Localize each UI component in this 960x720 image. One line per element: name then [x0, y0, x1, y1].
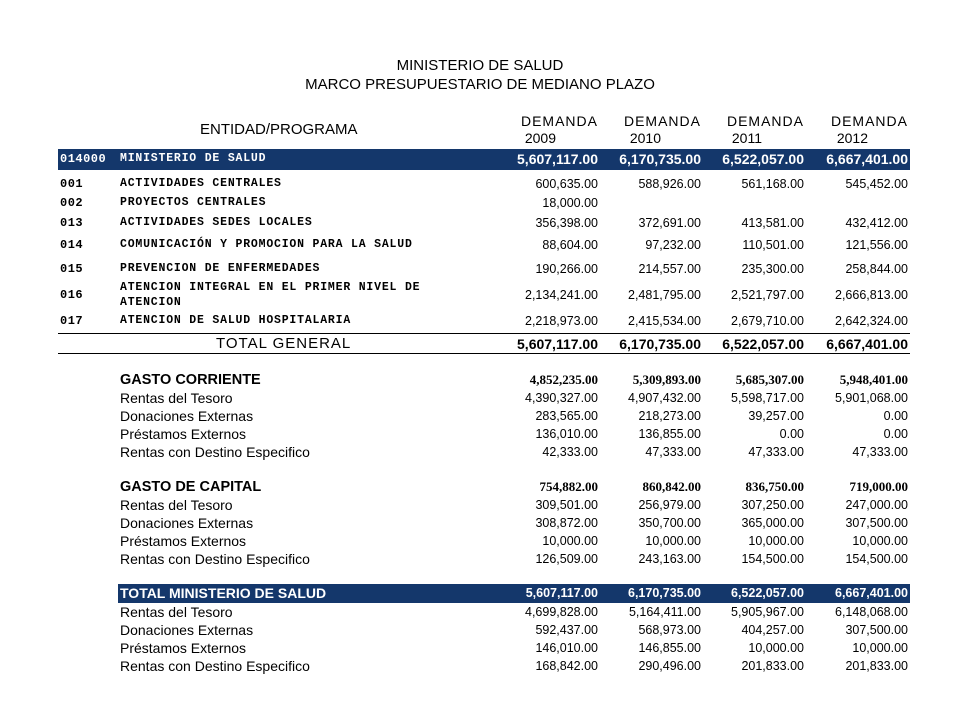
item-value: 4,907,432.00 — [628, 391, 701, 405]
item-label: Rentas del Tesoro — [120, 390, 233, 406]
program-value: 2,679,710.00 — [731, 314, 804, 328]
gk-item-row — [118, 514, 910, 532]
program-row-017 — [58, 311, 910, 331]
program-value: 18,000.00 — [542, 196, 598, 210]
item-value: 592,437.00 — [535, 623, 598, 637]
item-value: 218,273.00 — [638, 409, 701, 423]
item-value: 307,500.00 — [845, 623, 908, 637]
item-value: 146,855.00 — [638, 641, 701, 655]
program-value: 258,844.00 — [845, 262, 908, 276]
program-name: COMUNICACIÓN Y PROMOCION PARA LA SALUD — [120, 238, 413, 251]
program-value: 2,218,973.00 — [525, 314, 598, 328]
gk-item-row — [118, 550, 910, 568]
column-header-year: 2011 — [731, 130, 762, 146]
ministry-code: 014000 — [60, 152, 107, 166]
column-header-2010 — [601, 113, 701, 147]
column-header-label: DEMANDA — [623, 113, 701, 129]
item-value: 201,833.00 — [845, 659, 908, 673]
column-header-2012 — [808, 113, 908, 147]
item-label: Rentas del Tesoro — [120, 497, 233, 513]
section-label: TOTAL MINISTERIO DE SALUD — [120, 585, 327, 601]
gc-item-row — [118, 425, 910, 443]
column-header-year: 2009 — [524, 130, 556, 146]
item-value: 290,496.00 — [638, 659, 701, 673]
program-value: 2,134,241.00 — [525, 288, 598, 302]
program-name: PROYECTOS CENTRALES — [120, 196, 267, 209]
ministry-name: MINISTERIO DE SALUD — [120, 152, 267, 165]
program-value: 413,581.00 — [741, 216, 804, 230]
item-value: 42,333.00 — [542, 445, 598, 459]
section-value: 5,685,307.00 — [735, 372, 804, 387]
program-value: 2,521,797.00 — [731, 288, 804, 302]
program-value: 190,266.00 — [535, 262, 598, 276]
item-label: Préstamos Externos — [120, 426, 247, 442]
tm-item-row — [118, 603, 910, 621]
program-row-013 — [58, 213, 910, 233]
tm-item-row — [118, 639, 910, 657]
item-value: 4,699,828.00 — [525, 605, 598, 619]
gc-item-row — [118, 389, 910, 407]
section-value: 6,170,735.00 — [628, 586, 701, 600]
report-title: MINISTERIO DE SALUD — [396, 57, 564, 74]
item-label: Donaciones Externas — [120, 622, 254, 638]
item-label: Donaciones Externas — [120, 515, 254, 531]
program-value: 2,415,534.00 — [628, 314, 701, 328]
section-value: 5,948,401.00 — [839, 372, 908, 387]
gc-item-row — [118, 407, 910, 425]
gk-item-row — [118, 496, 910, 514]
ministry-value-2012: 6,667,401.00 — [826, 151, 908, 167]
item-value: 5,901,068.00 — [835, 391, 908, 405]
tm-item-row — [118, 657, 910, 675]
program-value: 561,168.00 — [741, 177, 804, 191]
section-value: 6,667,401.00 — [835, 586, 908, 600]
program-value: 600,635.00 — [535, 177, 598, 191]
item-value: 0.00 — [883, 409, 908, 423]
column-header-label: DEMANDA — [830, 113, 908, 129]
program-row-001 — [58, 174, 910, 194]
item-label: Rentas del Tesoro — [120, 604, 233, 620]
item-value: 283,565.00 — [535, 409, 598, 423]
program-value: 97,232.00 — [645, 238, 701, 252]
item-label: Rentas con Destino Especifico — [120, 551, 310, 567]
item-value: 39,257.00 — [748, 409, 804, 423]
program-name-line1: ATENCION INTEGRAL EN EL PRIMER NIVEL DE — [120, 281, 421, 294]
total-general-label: TOTAL GENERAL — [216, 335, 352, 352]
program-row-014 — [58, 235, 910, 255]
item-value: 10,000.00 — [645, 534, 701, 548]
item-value: 5,905,967.00 — [731, 605, 804, 619]
section-value: 719,000.00 — [849, 479, 908, 494]
item-value: 307,250.00 — [741, 498, 804, 512]
section-value: 6,522,057.00 — [731, 586, 804, 600]
ministry-value-2010: 6,170,735.00 — [619, 151, 701, 167]
item-value: 136,855.00 — [638, 427, 701, 441]
item-value: 10,000.00 — [748, 641, 804, 655]
program-row-002 — [58, 193, 910, 213]
item-value: 146,010.00 — [535, 641, 598, 655]
ministry-row — [58, 149, 910, 170]
item-label: Rentas con Destino Especifico — [120, 444, 310, 460]
program-name: ACTIVIDADES CENTRALES — [120, 177, 282, 190]
item-value: 0.00 — [779, 427, 804, 441]
section-value: 836,750.00 — [745, 479, 804, 494]
gasto-capital-row — [118, 478, 910, 496]
program-code: 015 — [60, 262, 84, 276]
item-value: 256,979.00 — [638, 498, 701, 512]
total-general-value: 6,667,401.00 — [826, 336, 908, 352]
item-value: 247,000.00 — [845, 498, 908, 512]
column-header-year: 2012 — [836, 130, 868, 146]
item-value: 5,164,411.00 — [628, 605, 701, 619]
item-value: 47,333.00 — [645, 445, 701, 459]
total-general-value: 5,607,117.00 — [517, 336, 598, 352]
item-value: 308,872.00 — [535, 516, 598, 530]
program-row-016 — [58, 281, 910, 314]
gasto-corriente-row — [118, 371, 910, 389]
program-value: 88,604.00 — [542, 238, 598, 252]
item-value: 10,000.00 — [852, 641, 908, 655]
program-name: ATENCION DE SALUD HOSPITALARIA — [120, 314, 352, 327]
report-subtitle: MARCO PRESUPUESTARIO DE MEDIANO PLAZO — [305, 76, 655, 93]
item-value: 309,501.00 — [535, 498, 598, 512]
program-code: 017 — [60, 314, 84, 328]
item-value: 0.00 — [883, 427, 908, 441]
item-value: 10,000.00 — [748, 534, 804, 548]
program-value: 2,642,324.00 — [835, 314, 908, 328]
program-value: 235,300.00 — [741, 262, 804, 276]
total-general-value: 6,522,057.00 — [722, 336, 804, 352]
item-label: Rentas con Destino Especifico — [120, 658, 310, 674]
item-value: 365,000.00 — [741, 516, 804, 530]
item-label: Donaciones Externas — [120, 408, 254, 424]
program-code: 016 — [60, 288, 84, 302]
entity-column-header: ENTIDAD/PROGRAMA — [200, 121, 358, 138]
total-bottom-divider — [58, 353, 910, 354]
tm-item-row — [118, 621, 910, 639]
section-value: 5,309,893.00 — [632, 372, 701, 387]
total-ministerio-row — [118, 584, 910, 603]
program-code: 014 — [60, 238, 84, 252]
program-value: 372,691.00 — [638, 216, 701, 230]
item-value: 154,500.00 — [741, 552, 804, 566]
program-value: 545,452.00 — [845, 177, 908, 191]
item-value: 168,842.00 — [535, 659, 598, 673]
program-name-line2: ATENCION — [120, 296, 182, 309]
gk-item-row — [118, 532, 910, 550]
column-header-year: 2010 — [629, 130, 661, 146]
program-value: 214,557.00 — [638, 262, 701, 276]
total-general-row — [58, 334, 910, 354]
program-value: 588,926.00 — [638, 177, 701, 191]
item-value: 126,509.00 — [535, 552, 598, 566]
column-header-label: DEMANDA — [726, 113, 804, 129]
total-general-value: 6,170,735.00 — [619, 336, 701, 352]
section-value: 5,607,117.00 — [525, 586, 598, 600]
program-value: 121,556.00 — [845, 238, 908, 252]
program-value: 2,666,813.00 — [835, 288, 908, 302]
ministry-value-2009: 5,607,117.00 — [517, 151, 598, 167]
program-code: 013 — [60, 216, 84, 230]
program-value: 110,501.00 — [742, 238, 804, 252]
column-header-2009 — [498, 113, 598, 147]
item-value: 47,333.00 — [748, 445, 804, 459]
program-value: 2,481,795.00 — [628, 288, 701, 302]
item-value: 350,700.00 — [638, 516, 701, 530]
item-value: 404,257.00 — [741, 623, 804, 637]
section-value: 4,852,235.00 — [529, 372, 598, 387]
program-name: ACTIVIDADES SEDES LOCALES — [120, 216, 313, 229]
item-value: 4,390,327.00 — [525, 391, 598, 405]
program-code: 001 — [60, 177, 84, 191]
item-value: 568,973.00 — [638, 623, 701, 637]
section-label: GASTO DE CAPITAL — [120, 479, 262, 495]
item-label: Préstamos Externos — [120, 533, 247, 549]
column-header-label: DEMANDA — [520, 113, 598, 129]
item-value: 201,833.00 — [741, 659, 804, 673]
section-label: GASTO CORRIENTE — [120, 372, 261, 388]
item-value: 47,333.00 — [852, 445, 908, 459]
item-value: 154,500.00 — [845, 552, 908, 566]
item-label: Préstamos Externos — [120, 640, 247, 656]
item-value: 243,163.00 — [638, 552, 701, 566]
program-code: 002 — [60, 196, 84, 210]
section-value: 860,842.00 — [642, 479, 701, 494]
ministry-value-2011: 6,522,057.00 — [722, 151, 804, 167]
item-value: 10,000.00 — [852, 534, 908, 548]
program-value: 356,398.00 — [535, 216, 598, 230]
gc-item-row — [118, 443, 910, 461]
program-row-015 — [58, 259, 910, 279]
program-name: PREVENCION DE ENFERMEDADES — [120, 262, 321, 275]
program-value: 432,412.00 — [845, 216, 908, 230]
item-value: 136,010.00 — [535, 427, 598, 441]
section-value: 754,882.00 — [539, 479, 598, 494]
column-header-2011 — [704, 113, 804, 147]
item-value: 5,598,717.00 — [731, 391, 804, 405]
item-value: 10,000.00 — [542, 534, 598, 548]
item-value: 307,500.00 — [845, 516, 908, 530]
item-value: 6,148,068.00 — [835, 605, 908, 619]
